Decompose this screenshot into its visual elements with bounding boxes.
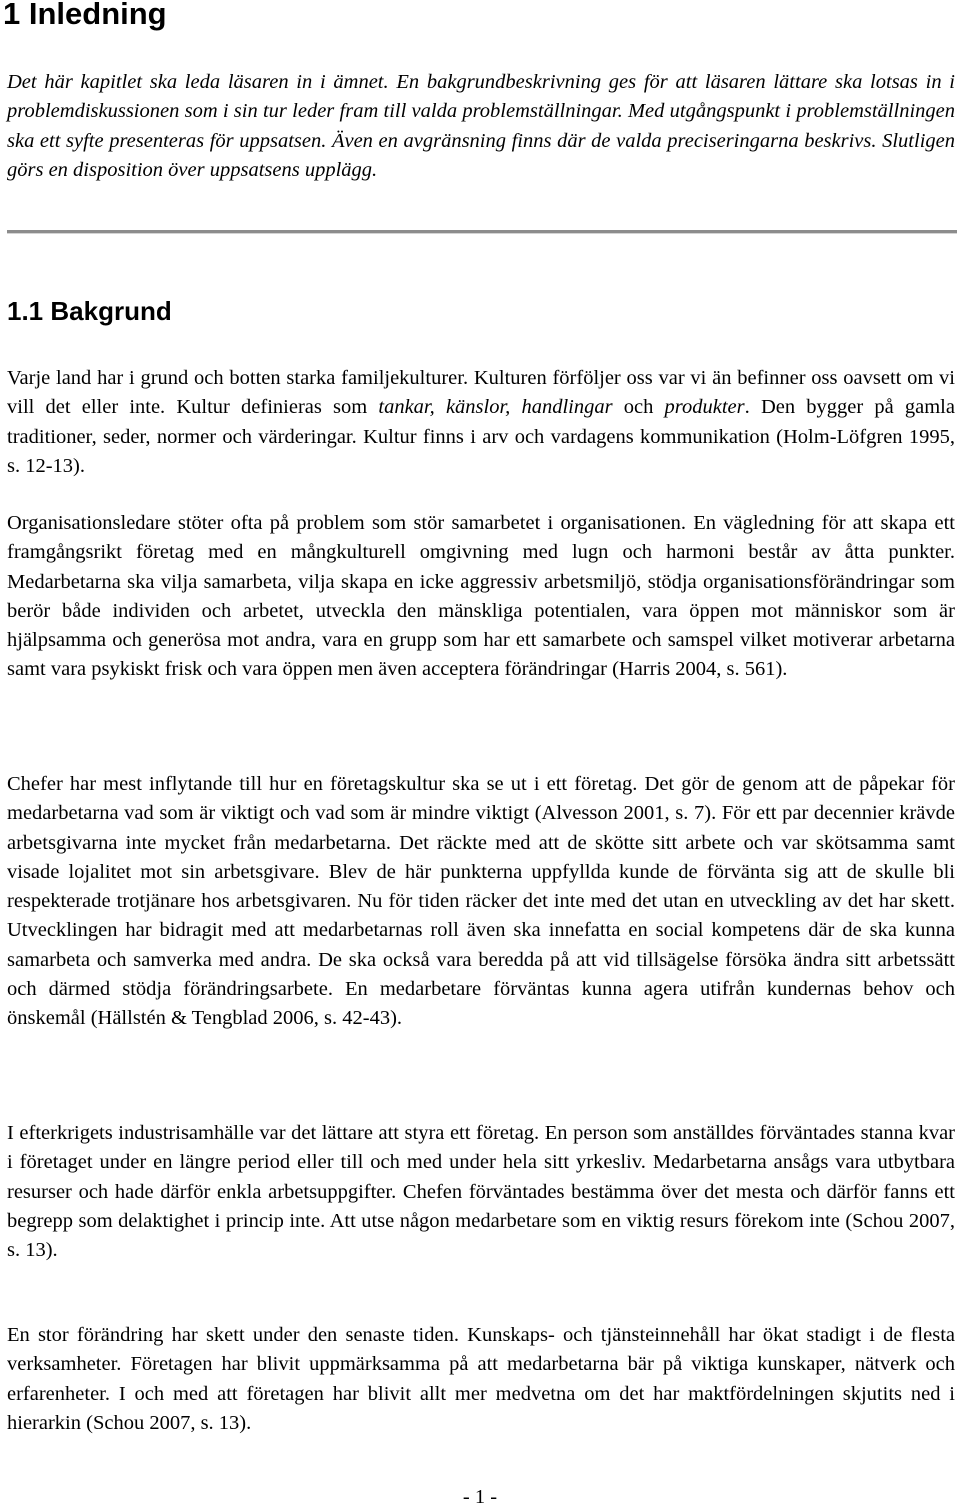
paragraph-3: Chefer har mest inflytande till hur en företagskultur ska se ut i ett företag. Det gör de genom att de påpekar för medarbetarna vad som är viktigt och vad som är mindre viktigt (Alvesson 2001, s. 7). För ett par decennier krävde arbetsgivarna inte mycket från medarbetarna. Det räckte med att de skötte sitt arbete och var skötsamma samt visade lojalitet mot sin arbetsgivare. Blev de här punkterna uppfyllda kunde de förvänta sig att de skulle bli respekterade trotjänare hos arbetsgivaren. Nu för tiden räcker det inte med det utan en utveckling av det har skett. Utvecklingen har bidragit med att medarbetarnas roll även ska innefatta en social kompetens där de ska kunna samarbeta och samverka med andra. De ska också vara beredda på att vid tillsägelse försöka ändra sitt arbetssätt och därmed stödja förändringsarbete. En medarbetare förväntas kunna agera utifrån kundernas behov och önskemål (Hällstén & Tengblad 2006, s. 42-43). [7, 773, 955, 1030]
paragraph-1-emphasis-1: tankar, känslor, handlingar [378, 396, 613, 419]
paragraph-1-emphasis-2: produkter [664, 396, 745, 419]
paragraph-4: I efterkrigets industrisamhälle var det lättare att styra ett företag. En person som anställdes förväntades stanna kvar i företaget under en längre period eller till och med under hela sitt yrkesliv. Medarbetarna ansågs vara utbytbara resurser och hade därför enkla arbetsuppgifter. Chefen förväntades bestämma över det mesta och därför fanns ett begrepp som delaktighet i princip inte. Att utse någon medarbetare som en viktig resurs förekom inte (Schou 2007, s. 13). [7, 1122, 955, 1262]
section-heading: 1.1 Bakgrund [7, 296, 172, 326]
paragraph-1-text-a: Varje land har i grund och botten starka familjekulturer. Kulturen förföljer oss var vi än befinner oss oavsett om vi vill det eller inte. Kultur definieras som [7, 367, 955, 419]
paragraph-1-text-c: . Den bygger på gamla traditioner, seder, normer och värderingar. Kultur finns i arv och vardagens kommunikation (Holm-Löfgren 1995, s. 12-13). [7, 396, 955, 477]
paragraph-1 [7, 364, 955, 481]
paragraph-5: En stor förändring har skett under den senaste tiden. Kunskaps- och tjänsteinnehåll har ökat stadigt i de flesta verksamheter. Företagen har blivit uppmärksamma på att medarbetarna bär på viktiga kunskaper, nätverk och erfarenheter. I och med att företagen har blivit allt mer medvetna om det har maktfördelningen skjutits ned i hierarkin (Schou 2007, s. 13). [7, 1324, 955, 1434]
section-divider [7, 230, 957, 234]
paragraph-1-text-b: och [612, 396, 665, 419]
chapter-heading: 1 Inledning [3, 0, 167, 31]
chapter-intro: Det här kapitlet ska leda läsaren in i ämnet. En bakgrundbeskrivning ges för att läsaren lättare ska lotsas in i problemdiskussionen som i sin tur leder fram till valda problemställningar. Med utgångspunkt i problemställningen ska ett syfte presenteras för uppsatsen. Även en avgränsning finns där de valda preciseringarna beskrivs. Slutligen görs en disposition över uppsatsens upplägg. [7, 71, 955, 181]
paragraph-2: Organisationsledare stöter ofta på problem som stör samarbetet i organisationen. En vägledning för att skapa ett framgångsrikt företag med en mångkulturell omgivning med lugn och harmoni består av åtta punkter. Medarbetarna ska vilja samarbeta, vilja skapa en icke aggressiv arbetsmiljö, stödja organisationsförändringar som berör både individen och arbetet, utveckla den mänskliga potentialen, vara öppen mot människor som är hjälpsamma och generösa mot andra, vara en grupp som har ett samarbete och samspel vilket motiverar arbetarna samt vara psykiskt frisk och vara öppen men även acceptera förändringar (Harris 2004, s. 561). [7, 512, 955, 681]
page-number: - 1 - [462, 1486, 498, 1508]
